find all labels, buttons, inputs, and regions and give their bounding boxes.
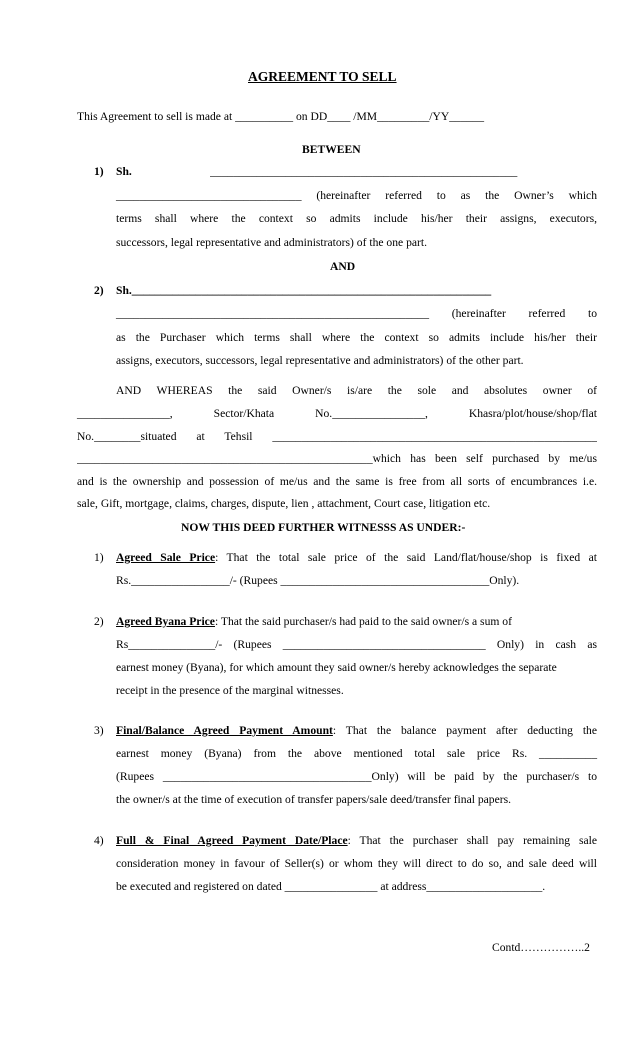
now-deed-heading: NOW THIS DEED FURTHER WITNESSS AS UNDER:- [181, 521, 466, 534]
party2-number: 2) [94, 284, 104, 297]
party1-line2: ________________________________ (hereinafter referred to as the Owner’s which [116, 189, 597, 202]
party1-label: Sh. [116, 165, 132, 178]
clause2-heading: Agreed Byana Price [116, 615, 215, 628]
party1-name-blank: _____________________________________________________ [210, 165, 518, 178]
clause1-line2: Rs._________________/- (Rupees ____________________________________Only). [116, 574, 520, 587]
whereas-line3: No.________situated at Tehsil ________________________________________________________ [77, 430, 597, 443]
clause4-line1 [116, 834, 597, 848]
clause4-line3: be executed and registered on dated ________________ at address____________________. [116, 880, 546, 893]
clause1-number: 1) [94, 551, 104, 564]
party1-line4: successors, legal representative and administrators) of the one part. [116, 236, 427, 249]
party2-line4: assigns, executors, successors, legal representative and administrators) of the other part. [116, 354, 524, 367]
clause3-heading: Final/Balance Agreed Payment Amount [116, 724, 333, 737]
clause2-text: : That the said purchaser/s had paid to the said owner/s a sum of [214, 615, 512, 628]
clause1-line1 [116, 551, 597, 565]
clause2-line1 [116, 615, 512, 629]
party2-line2: ______________________________________________________ (hereinafter referred to [116, 307, 597, 320]
continued-note: Contd……………..2 [492, 941, 590, 954]
clause3-line3: (Rupees ____________________________________Only) will be paid by the purchaser/s to [116, 770, 597, 783]
clause2-line3: earnest money (Byana), for which amount they said owner/s hereby acknowledges the separate [116, 661, 557, 674]
clause1-heading: Agreed Sale Price [116, 551, 216, 564]
clause4-line2: consideration money in favour of Seller(s) or whom they will direct to do so, and sale deed will [116, 857, 597, 870]
clause2-number: 2) [94, 615, 104, 628]
whereas-line4: ___________________________________________________which has been self purchased by me/us [77, 452, 597, 465]
clause2-line4: receipt in the presence of the marginal witnesses. [116, 684, 344, 697]
clause4-heading: Full & Final Agreed Payment Date/Place [116, 834, 348, 847]
whereas-line2: ________________, Sector/Khata No.________________, Khasra/plot/house/shop/flat [77, 407, 597, 420]
and-heading: AND [330, 260, 356, 273]
clause3-line1 [116, 724, 597, 738]
clause4-text: : That the purchaser shall pay remaining sale [347, 834, 597, 847]
clause3-number: 3) [94, 724, 104, 737]
whereas-line6: sale, Gift, mortgage, claims, charges, dispute, lien , attachment, Court case, litigation etc. [77, 497, 491, 510]
party2-line3: as the Purchaser which terms shall where the context so admits include his/her their [116, 331, 597, 344]
clause1-text: : That the total sale price of the said Land/flat/house/shop is fixed at [215, 551, 597, 564]
party2-label: Sh.______________________________________________________________ [116, 284, 492, 297]
clause3-line2: earnest money (Byana) from the above mentioned total sale price Rs. __________ [116, 747, 597, 760]
whereas-line5: and is the ownership and possession of me/us and the same is free from all sorts of encumbrances i.e. [77, 475, 597, 488]
whereas-line1: AND WHEREAS the said Owner/s is/are the sole and absolutes owner of [116, 384, 597, 397]
party1-line3: terms shall where the context so admits include his/her their assigns, executors, [116, 212, 597, 225]
party1-number: 1) [94, 165, 104, 178]
clause2-line2: Rs_______________/- (Rupees ___________________________________ Only) in cash as [116, 638, 597, 651]
clause3-text: : That the balance payment after deducting the [332, 724, 597, 737]
clause3-line4: the owner/s at the time of execution of transfer papers/sale deed/transfer final papers. [116, 793, 511, 806]
doc-title: AGREEMENT TO SELL [248, 69, 397, 84]
intro-line: This Agreement to sell is made at __________ on DD____ /MM_________/YY______ [77, 110, 485, 123]
clause4-number: 4) [94, 834, 104, 847]
between-heading: BETWEEN [302, 143, 361, 156]
